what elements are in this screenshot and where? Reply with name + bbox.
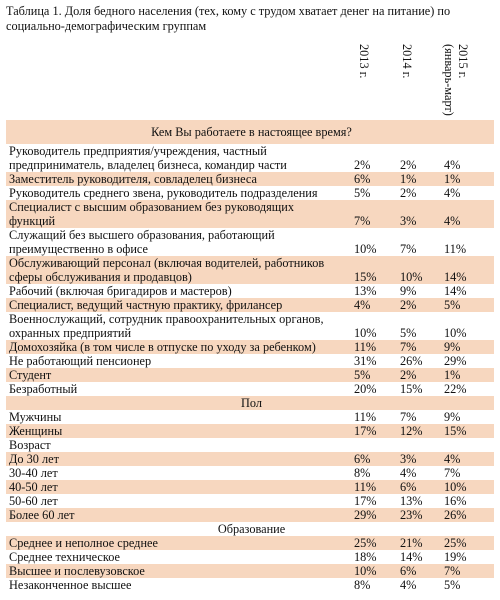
value-cell: 4% [432, 200, 494, 228]
value-cell: 7% [388, 228, 432, 256]
table-caption: Таблица 1. Доля бедного населения (тех, кому с трудом хватает денег на питание) по социально-демографическим группам [6, 4, 451, 33]
section-header-row [6, 120, 494, 144]
value-cell: 12% [388, 424, 432, 438]
value-cell: 6% [342, 452, 388, 466]
row-label: 50-60 лет [6, 494, 342, 508]
value-cell: 7% [432, 564, 494, 578]
table-row [6, 494, 494, 508]
value-cell: 15% [432, 424, 494, 438]
value-cell: 9% [432, 340, 494, 354]
poverty-table [6, 120, 494, 592]
table-row [6, 578, 494, 592]
table-body [6, 120, 494, 592]
section-title: Кем Вы работаете в настоящее время? [6, 120, 494, 144]
value-cell: 7% [432, 466, 494, 480]
table-row [6, 410, 494, 424]
table-row [6, 564, 494, 578]
row-label: Не работающий пенсионер [6, 354, 342, 368]
value-cell: 3% [388, 200, 432, 228]
value-cell: 11% [342, 340, 388, 354]
row-label: Студент [6, 368, 342, 382]
value-cell: 8% [342, 578, 388, 592]
section-header-row [6, 396, 494, 410]
value-cell: 10% [432, 480, 494, 494]
section-title: Пол [6, 396, 494, 410]
table-row [6, 550, 494, 564]
value-cell: 17% [342, 494, 388, 508]
row-label: Заместитель руководителя, совладелец бизнеса [6, 172, 342, 186]
value-cell [432, 438, 494, 452]
table-row [6, 298, 494, 312]
value-cell: 21% [388, 536, 432, 550]
value-cell: 4% [432, 186, 494, 200]
value-cell: 5% [432, 298, 494, 312]
table-row [6, 368, 494, 382]
value-cell: 10% [388, 256, 432, 284]
value-cell [342, 438, 388, 452]
value-cell: 4% [432, 452, 494, 466]
value-cell: 26% [388, 354, 432, 368]
value-cell: 7% [342, 200, 388, 228]
table-row [6, 144, 494, 172]
row-label: 30-40 лет [6, 466, 342, 480]
value-cell: 11% [342, 480, 388, 494]
value-cell: 2% [388, 186, 432, 200]
row-label: Незаконченное высшее [6, 578, 342, 592]
value-cell: 2% [388, 144, 432, 172]
value-cell: 25% [342, 536, 388, 550]
value-cell: 15% [342, 256, 388, 284]
row-label: До 30 лет [6, 452, 342, 466]
row-label: 40-50 лет [6, 480, 342, 494]
value-cell: 19% [432, 550, 494, 564]
value-cell: 14% [432, 256, 494, 284]
row-label: Руководитель среднего звена, руководитель подразделения [6, 186, 342, 200]
row-label: Специалист с высшим образованием без руководящих функций [6, 200, 342, 228]
value-cell: 7% [388, 410, 432, 424]
value-cell: 4% [388, 578, 432, 592]
value-cell: 10% [342, 312, 388, 340]
table-row [6, 438, 494, 452]
value-cell: 5% [342, 368, 388, 382]
value-cell: 31% [342, 354, 388, 368]
value-cell: 6% [388, 564, 432, 578]
value-cell: 13% [342, 284, 388, 298]
table-row [6, 382, 494, 396]
table-row [6, 256, 494, 284]
table-row [6, 508, 494, 522]
table-row [6, 536, 494, 550]
section-header-row [6, 522, 494, 536]
table-row [6, 466, 494, 480]
value-cell: 2% [388, 298, 432, 312]
table-row [6, 340, 494, 354]
value-cell: 4% [388, 466, 432, 480]
table-row [6, 200, 494, 228]
table-row [6, 424, 494, 438]
row-label: Безработный [6, 382, 342, 396]
value-cell: 4% [432, 144, 494, 172]
value-cell: 10% [342, 228, 388, 256]
table-row [6, 186, 494, 200]
value-cell: 8% [342, 466, 388, 480]
value-cell: 7% [388, 340, 432, 354]
value-cell: 22% [432, 382, 494, 396]
value-cell: 2% [388, 368, 432, 382]
value-cell: 6% [388, 480, 432, 494]
value-cell: 11% [432, 228, 494, 256]
value-cell: 25% [432, 536, 494, 550]
value-cell: 5% [432, 578, 494, 592]
row-label: Возраст [6, 438, 342, 452]
value-cell: 11% [342, 410, 388, 424]
row-label: Специалист, ведущий частную практику, фрилансер [6, 298, 342, 312]
value-cell: 1% [432, 368, 494, 382]
value-cell: 26% [432, 508, 494, 522]
row-label: Рабочий (включая бригадиров и мастеров) [6, 284, 342, 298]
value-cell: 17% [342, 424, 388, 438]
table-row [6, 480, 494, 494]
value-cell: 14% [432, 284, 494, 298]
row-label: Обслуживающий персонал (включая водителей, работников сферы обслуживания и продавцов) [6, 256, 342, 284]
value-cell: 29% [342, 508, 388, 522]
table-row [6, 452, 494, 466]
row-label: Среднее техническое [6, 550, 342, 564]
row-label: Военнослужащий, сотрудник правоохранительных органов, охранных предприятий [6, 312, 342, 340]
value-cell: 16% [432, 494, 494, 508]
row-label: Служащий без высшего образования, работающий преимущественно в офисе [6, 228, 342, 256]
value-cell: 20% [342, 382, 388, 396]
value-cell: 10% [342, 564, 388, 578]
value-cell: 5% [342, 186, 388, 200]
row-label: Домохозяйка (в том числе в отпуске по уходу за ребенком) [6, 340, 342, 354]
value-cell: 2% [342, 144, 388, 172]
row-label: Женщины [6, 424, 342, 438]
table-row [6, 354, 494, 368]
row-label: Руководитель предприятия/учреждения, частный предприниматель, владелец бизнеса, командир части [6, 144, 342, 172]
value-cell: 29% [432, 354, 494, 368]
row-label: Мужчины [6, 410, 342, 424]
row-label: Высшее и послевузовское [6, 564, 342, 578]
value-cell: 3% [388, 452, 432, 466]
row-label: Среднее и неполное среднее [6, 536, 342, 550]
value-cell: 10% [432, 312, 494, 340]
row-label: Более 60 лет [6, 508, 342, 522]
table-row [6, 228, 494, 256]
value-cell: 9% [432, 410, 494, 424]
table-row [6, 312, 494, 340]
value-cell: 15% [388, 382, 432, 396]
value-cell: 13% [388, 494, 432, 508]
value-cell: 9% [388, 284, 432, 298]
value-cell: 5% [388, 312, 432, 340]
section-title: Образование [6, 522, 494, 536]
value-cell: 1% [432, 172, 494, 186]
value-cell: 1% [388, 172, 432, 186]
table-row [6, 172, 494, 186]
value-cell: 23% [388, 508, 432, 522]
value-cell [388, 438, 432, 452]
table-row [6, 284, 494, 298]
value-cell: 18% [342, 550, 388, 564]
value-cell: 4% [342, 298, 388, 312]
value-cell: 6% [342, 172, 388, 186]
value-cell: 14% [388, 550, 432, 564]
